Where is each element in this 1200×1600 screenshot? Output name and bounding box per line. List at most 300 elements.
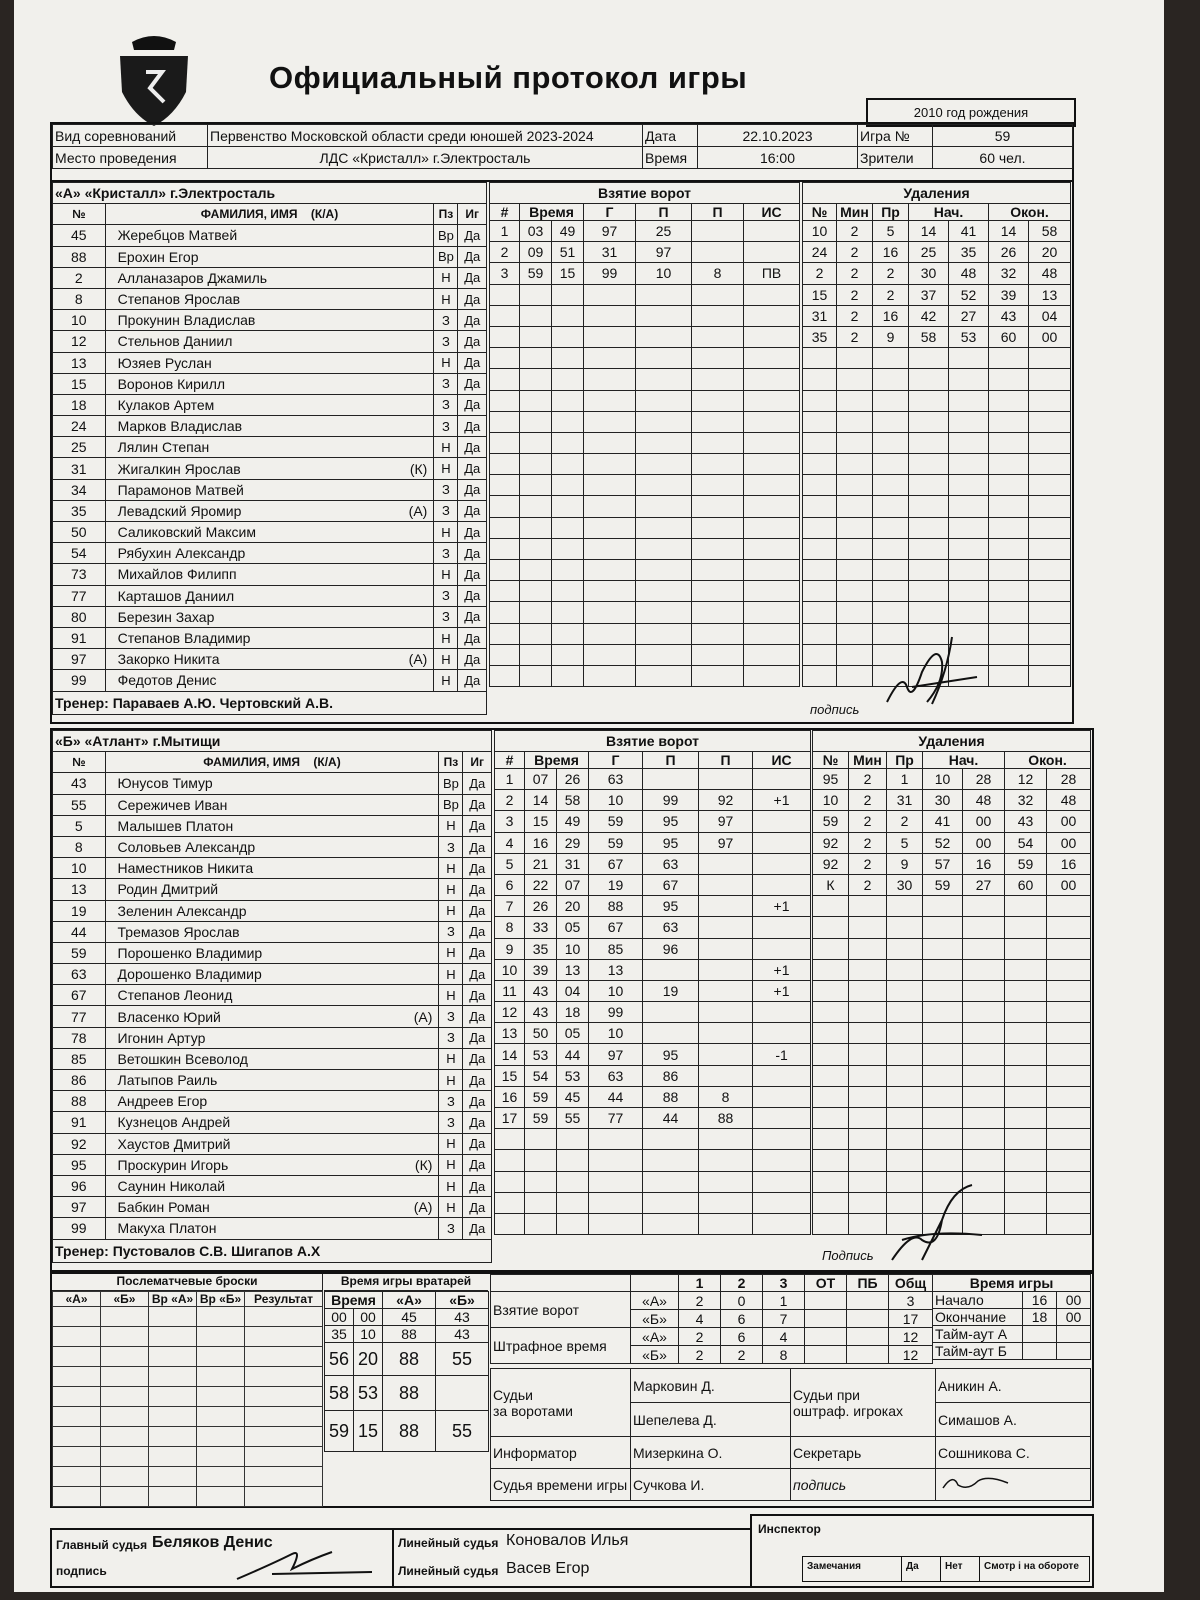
period-value: 2 <box>679 1328 721 1346</box>
team-a-penalty-cell: 30 <box>909 263 949 284</box>
player-played: Да <box>458 670 487 691</box>
team-b-goal-cell <box>495 1192 525 1213</box>
chief-referee-name: Беляков Денис <box>152 1534 273 1551</box>
linesman-2-label: Линейный судья <box>398 1564 499 1578</box>
col-number-b: № <box>53 752 106 773</box>
team-a-penalty-row <box>803 390 1071 411</box>
player-number: 91 <box>53 627 106 648</box>
team-a-penalty-cell: 14 <box>989 221 1029 242</box>
team-b-goal-row <box>495 790 811 811</box>
game-number-value: 59 <box>933 125 1073 147</box>
team-b-penalty-cell <box>963 1108 1005 1129</box>
team-a-player-row <box>53 670 487 691</box>
team-a-penalty-cell <box>949 581 989 602</box>
player-name-text: Степанов Владимир <box>117 630 251 647</box>
team-a-penalty-cell: 58 <box>1029 221 1071 242</box>
team-b-goal-cell: 19 <box>589 874 643 895</box>
team-b-goal-cell <box>643 1192 699 1213</box>
period-col: ОТ <box>805 1275 847 1292</box>
start-hours: 16 <box>1023 1292 1057 1309</box>
team-b-goal-cell <box>753 853 811 874</box>
team-b-goal-cell: 95 <box>643 811 699 832</box>
shootout-cell <box>149 1307 197 1327</box>
team-a-goal-cell <box>692 326 744 347</box>
team-a-goal-cell <box>636 560 692 581</box>
team-b-goal-cell <box>643 769 699 790</box>
team-a-goal-cell <box>692 475 744 496</box>
team-a-penalty-cell <box>837 644 873 665</box>
team-b-penalty-cell <box>813 1002 849 1023</box>
team-b-goal-cell: 88 <box>643 1086 699 1107</box>
team-a-penalty-cell <box>1029 496 1071 517</box>
shootout-col: Результат <box>245 1292 323 1307</box>
player-played: Да <box>458 246 487 267</box>
team-a-penalty-cell <box>989 369 1029 390</box>
team-b-player-row <box>53 1154 492 1175</box>
shootout-cell <box>197 1447 245 1467</box>
team-b-penalty-cell: 2 <box>849 874 887 895</box>
shootout-cell <box>101 1427 149 1447</box>
player-role: (А) <box>413 1008 433 1025</box>
period-value: 8 <box>763 1346 805 1364</box>
team-a-roster <box>52 182 487 715</box>
player-number: 15 <box>53 373 106 394</box>
team-b-goal-cell: 33 <box>525 917 557 938</box>
team-b-goal-cell <box>699 853 753 874</box>
player-number: 10 <box>53 858 106 879</box>
team-b-penalty-cell <box>923 1129 963 1150</box>
team-a-penalty-cell <box>949 432 989 453</box>
period-value <box>847 1328 889 1346</box>
timeout-a-label: Тайм-аут А <box>933 1326 1023 1343</box>
team-a-penalty-cell <box>989 348 1029 369</box>
shootout-row <box>53 1487 323 1507</box>
shootout-row <box>53 1347 323 1367</box>
player-position: З <box>434 543 458 564</box>
team-b-goal-cell <box>753 1023 811 1044</box>
team-b-goal-cell <box>557 1213 589 1234</box>
team-a-goal-cell: 10 <box>636 263 692 284</box>
goal-col-time: Время <box>520 204 584 221</box>
player-name-text: Жеребцов Матвей <box>117 227 238 244</box>
team-a-goal-cell <box>490 454 520 475</box>
team-b-penalty-cell: 00 <box>963 811 1005 832</box>
team-b-penalty-cell <box>813 1065 849 1086</box>
team-a-goal-cell <box>552 475 584 496</box>
team-a-goal-cell <box>490 411 520 432</box>
team-a-goal-row <box>490 305 800 326</box>
shootout-cell <box>53 1427 101 1447</box>
goal-col-is: ИС <box>744 204 800 221</box>
team-a-goal-cell <box>520 581 552 602</box>
team-a-goal-cell <box>584 496 636 517</box>
team-b-goal-cell: 59 <box>525 1108 557 1129</box>
team-a-penalty-cell: 10 <box>803 221 837 242</box>
team-b-goal-cell: 10 <box>589 1023 643 1044</box>
player-name <box>105 921 439 942</box>
player-number: 67 <box>53 985 106 1006</box>
team-b-goal-cell <box>753 1129 811 1150</box>
team-a-goal-cell <box>552 538 584 559</box>
player-played: Да <box>463 1112 492 1133</box>
team-b-penalty-cell <box>849 1023 887 1044</box>
player-number: 55 <box>53 794 106 815</box>
player-position: З <box>439 836 463 857</box>
team-b-penalty-cell: 92 <box>813 832 849 853</box>
period-col: 3 <box>763 1275 805 1292</box>
team-b-penalty-cell <box>813 1192 849 1213</box>
goal-judge-2: Шепелева Д. <box>631 1403 791 1437</box>
player-number: 59 <box>53 942 106 963</box>
team-b-penalty-cell <box>963 1150 1005 1171</box>
player-name-text: Ерохин Егор <box>117 248 199 265</box>
team-a-goal-cell <box>520 454 552 475</box>
shootout-cell <box>101 1487 149 1507</box>
team-b-goal-cell: 39 <box>525 959 557 980</box>
team-b-penalty-cell <box>963 896 1005 917</box>
goalie-time-table <box>324 1274 488 1506</box>
team-a-goal-cell <box>744 432 800 453</box>
shootout-cell <box>197 1387 245 1407</box>
team-a-penalty-cell <box>837 602 873 623</box>
pen-col-min-b: Мин <box>849 752 887 769</box>
team-a-goal-cell <box>692 560 744 581</box>
team-b-penalty-cell <box>923 1065 963 1086</box>
period-value: 6 <box>721 1328 763 1346</box>
team-b-penalty-cell <box>813 1150 849 1171</box>
time-label: Время <box>643 147 698 169</box>
shootout-cell <box>53 1327 101 1347</box>
team-b-penalty-row <box>813 1065 1091 1086</box>
team-a-penalty-cell <box>949 411 989 432</box>
shootout-row <box>53 1407 323 1427</box>
team-b-penalty-row <box>813 1044 1091 1065</box>
team-a-goal-cell <box>520 560 552 581</box>
team-b-player-row <box>53 879 492 900</box>
team-a-penalty-cell <box>909 390 949 411</box>
team-a-penalty-cell <box>949 538 989 559</box>
goalie-time-title: Время игры вратарей <box>324 1274 488 1291</box>
player-position: Н <box>439 1070 463 1091</box>
team-b-penalty-cell <box>887 959 923 980</box>
player-number: 77 <box>53 1006 106 1027</box>
team-b-goal-cell: 92 <box>699 790 753 811</box>
shootout-col: Вр «А» <box>149 1292 197 1307</box>
period-value <box>847 1346 889 1364</box>
timekeeper-label: Судья времени игры <box>491 1469 631 1501</box>
team-b-penalty-cell <box>923 959 963 980</box>
shootout-row <box>53 1447 323 1467</box>
officials-table <box>490 1368 1090 1506</box>
team-a-goal-cell <box>584 305 636 326</box>
team-b-penalty-cell <box>963 1086 1005 1107</box>
team-a-penalty-cell: 39 <box>989 284 1029 305</box>
team-a-penalty-row <box>803 602 1071 623</box>
player-number: 88 <box>53 1091 106 1112</box>
team-a-goal-cell <box>520 411 552 432</box>
shootout-cell <box>149 1387 197 1407</box>
team-b-player-row <box>53 773 492 794</box>
shootout-cell <box>245 1467 323 1487</box>
team-b-goal-cell <box>699 874 753 895</box>
player-name-text: Ветошкин Всеволод <box>117 1050 248 1067</box>
team-b-penalty-row <box>813 811 1091 832</box>
team-a-goal-cell <box>692 665 744 686</box>
team-a-player-row <box>53 479 487 500</box>
period-team: «А» <box>631 1292 679 1310</box>
shootout-cell <box>149 1487 197 1507</box>
team-b-goal-row <box>495 832 811 853</box>
period-value <box>805 1328 847 1346</box>
player-name-text: Юзяев Руслан <box>117 354 212 371</box>
team-b-penalty-cell: 41 <box>923 811 963 832</box>
shootout-cell <box>149 1467 197 1487</box>
shootout-cell <box>245 1367 323 1387</box>
player-played: Да <box>463 836 492 857</box>
team-b-roster <box>52 730 492 1263</box>
team-b-penalty-cell <box>1005 896 1047 917</box>
team-b-goal-cell <box>643 959 699 980</box>
team-b-penalty-cell: 54 <box>1005 832 1047 853</box>
team-b-penalty-cell <box>887 1150 923 1171</box>
team-a-penalty-cell <box>803 454 837 475</box>
team-b-goal-cell: 59 <box>525 1086 557 1107</box>
team-b-player-row <box>53 1133 492 1154</box>
player-position: Н <box>439 985 463 1006</box>
player-name <box>105 1006 439 1027</box>
team-b-penalty-cell: 31 <box>887 790 923 811</box>
team-b-goal-cell <box>643 1150 699 1171</box>
period-value: 2 <box>679 1346 721 1364</box>
shootout-cell <box>245 1387 323 1407</box>
team-b-penalty-cell <box>813 1086 849 1107</box>
team-b-goal-cell <box>699 1023 753 1044</box>
team-a-penalty-cell <box>873 411 909 432</box>
team-a-goal-cell <box>744 602 800 623</box>
team-a-penalty-cell: 48 <box>949 263 989 284</box>
shootout-cell <box>197 1487 245 1507</box>
team-a-goal-cell <box>584 326 636 347</box>
team-a-goal-cell <box>490 644 520 665</box>
team-b-penalty-cell <box>1005 959 1047 980</box>
shootout-row <box>53 1427 323 1447</box>
team-a-goal-cell <box>520 369 552 390</box>
player-played: Да <box>463 921 492 942</box>
team-a-penalty-cell: 53 <box>949 326 989 347</box>
team-b-penalty-cell <box>1005 1150 1047 1171</box>
player-name <box>105 373 434 394</box>
team-a-goal-cell <box>552 560 584 581</box>
team-b-penalty-cell <box>963 1065 1005 1086</box>
player-played: Да <box>463 773 492 794</box>
team-b-penalties-table <box>812 730 1091 1235</box>
player-position: З <box>434 373 458 394</box>
team-a-player-row <box>53 225 487 246</box>
team-a-goal-cell <box>744 538 800 559</box>
start-minutes: 00 <box>1057 1292 1091 1309</box>
team-b-penalty-cell: 32 <box>1005 790 1047 811</box>
team-a-penalty-cell <box>837 496 873 517</box>
team-a-goal-cell: 3 <box>490 263 520 284</box>
shootout-cell <box>101 1367 149 1387</box>
player-name-text: Прокунин Владислав <box>117 312 256 329</box>
team-b-penalty-cell <box>1047 938 1091 959</box>
player-position: З <box>434 479 458 500</box>
team-a-goal-cell <box>552 454 584 475</box>
team-b-goal-cell: 99 <box>643 790 699 811</box>
team-b-goal-cell: 96 <box>643 938 699 959</box>
team-a-penalty-cell <box>949 496 989 517</box>
player-position: Н <box>434 267 458 288</box>
team-b-penalty-cell <box>887 917 923 938</box>
team-b-penalty-row <box>813 1129 1091 1150</box>
team-b-penalty-cell: 57 <box>923 853 963 874</box>
game-summary <box>50 1272 1094 1508</box>
secretary-signature-label: подпись <box>791 1469 936 1501</box>
team-b-penalty-cell: 30 <box>887 874 923 895</box>
team-a-penalty-cell: 35 <box>949 242 989 263</box>
team-a-penalty-cell <box>989 623 1029 644</box>
team-a-goal-cell <box>490 602 520 623</box>
team-a-goal-cell <box>636 496 692 517</box>
team-b-penalty-row <box>813 896 1091 917</box>
team-a-goal-row <box>490 517 800 538</box>
player-name <box>105 670 434 691</box>
team-b-goal-cell: 97 <box>699 832 753 853</box>
team-b-penalty-cell: К <box>813 874 849 895</box>
team-a-goal-row <box>490 390 800 411</box>
team-a-penalty-row <box>803 432 1071 453</box>
team-a-goal-cell <box>744 348 800 369</box>
team-b-goal-cell <box>699 1044 753 1065</box>
player-played: Да <box>458 437 487 458</box>
team-a-penalty-cell <box>1029 538 1071 559</box>
player-name-text: Хаустов Дмитрий <box>117 1135 231 1152</box>
team-b-goal-row <box>495 1192 811 1213</box>
team-b-goal-cell: 05 <box>557 917 589 938</box>
player-number: 34 <box>53 479 106 500</box>
team-a-player-row <box>53 352 487 373</box>
team-a-penalty-row <box>803 242 1071 263</box>
team-a-goal-cell <box>744 517 800 538</box>
team-a-goal-cell <box>744 581 800 602</box>
team-a-goal-cell <box>636 369 692 390</box>
team-a-penalty-cell <box>803 602 837 623</box>
goalie-time-cell <box>436 1376 489 1411</box>
period-head-label <box>491 1275 631 1292</box>
gk-col-a: «А» <box>383 1292 436 1309</box>
player-name <box>105 225 434 246</box>
period-team: «А» <box>631 1328 679 1346</box>
team-b-penalty-cell <box>923 917 963 938</box>
team-b-goal-cell <box>753 832 811 853</box>
player-name <box>105 836 439 857</box>
team-a-penalty-row <box>803 221 1071 242</box>
team-a-penalty-cell <box>909 411 949 432</box>
col-pz-b: Пз <box>439 752 463 773</box>
team-a-goals-title: Взятие ворот <box>490 183 800 204</box>
team-a-penalty-cell: 2 <box>837 221 873 242</box>
chief-referee-box <box>50 1528 394 1588</box>
team-a-penalty-cell <box>1029 454 1071 475</box>
col-ig-b: Иг <box>463 752 492 773</box>
goalie-time-cell: 43 <box>436 1326 489 1343</box>
player-name <box>105 585 434 606</box>
team-b-goal-cell: 50 <box>525 1023 557 1044</box>
period-value <box>847 1292 889 1310</box>
team-b-goal-cell <box>643 1213 699 1234</box>
team-b-goal-cell: +1 <box>753 896 811 917</box>
goalie-time-cell: 10 <box>354 1326 383 1343</box>
team-a-goal-cell <box>552 665 584 686</box>
player-number: 12 <box>53 331 106 352</box>
team-a-penalty-cell <box>909 581 949 602</box>
team-a-goal-cell <box>520 602 552 623</box>
team-a-goal-cell <box>490 538 520 559</box>
team-a-goal-cell <box>584 665 636 686</box>
team-b-player-row <box>53 900 492 921</box>
player-name <box>105 1218 439 1239</box>
team-a-penalty-cell <box>837 369 873 390</box>
player-position: Н <box>439 1048 463 1069</box>
player-name-text: Малышев Платон <box>117 817 234 834</box>
player-number: 99 <box>53 670 106 691</box>
team-a-goal-cell: 25 <box>636 221 692 242</box>
team-a-penalty-cell <box>873 369 909 390</box>
team-a-goal-cell <box>552 390 584 411</box>
team-b-player-row <box>53 1175 492 1196</box>
team-a-goal-cell <box>744 369 800 390</box>
team-a-goal-cell <box>636 284 692 305</box>
team-a-penalties-table <box>802 182 1071 687</box>
team-a-penalty-cell <box>909 432 949 453</box>
team-b-goal-cell: 22 <box>525 874 557 895</box>
team-b-penalty-cell: 00 <box>963 832 1005 853</box>
col-number: № <box>53 204 106 225</box>
team-b-penalty-cell <box>813 1108 849 1129</box>
player-played: Да <box>458 394 487 415</box>
player-name <box>105 1048 439 1069</box>
team-b-goal-cell <box>557 1150 589 1171</box>
team-a-goal-cell: 99 <box>584 263 636 284</box>
team-a-goal-cell <box>584 623 636 644</box>
goalie-time-cell: 88 <box>383 1411 436 1452</box>
goal-col-p1-b: П <box>643 752 699 769</box>
team-b-penalty-cell <box>849 959 887 980</box>
col-ig: Иг <box>458 204 487 225</box>
team-b-goal-row <box>495 917 811 938</box>
secretary-label: Секретарь <box>791 1437 936 1469</box>
team-b-goal-cell: 2 <box>495 790 525 811</box>
team-a-penalty-cell <box>803 581 837 602</box>
team-a-goal-row <box>490 665 800 686</box>
team-b-penalty-cell <box>1005 1086 1047 1107</box>
team-b-penalty-cell <box>849 1171 887 1192</box>
team-b-goal-cell: 63 <box>589 769 643 790</box>
team-a-penalty-cell: 00 <box>1029 326 1071 347</box>
team-b-goal-cell <box>753 1171 811 1192</box>
team-b-penalty-cell <box>849 1150 887 1171</box>
team-b-penalty-cell <box>1047 1213 1091 1234</box>
team-b-player-row <box>53 1048 492 1069</box>
team-b-penalty-cell <box>963 1044 1005 1065</box>
team-b-penalty-cell <box>887 896 923 917</box>
team-a-goal-cell <box>520 496 552 517</box>
team-b-goals-table <box>494 730 811 1235</box>
player-name-text: Родин Дмитрий <box>117 881 219 898</box>
period-value: 2 <box>721 1346 763 1364</box>
team-a-goal-cell <box>584 538 636 559</box>
